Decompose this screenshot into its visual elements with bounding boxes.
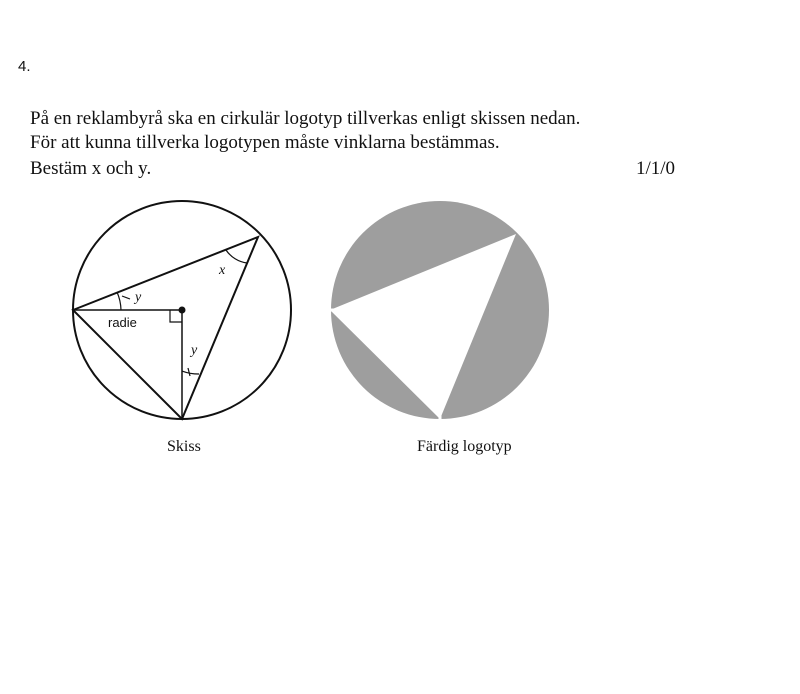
question-number: 4. — [18, 58, 31, 75]
sketch-angle-x-arc — [226, 250, 247, 263]
logo-caption: Färdig logotyp — [417, 438, 512, 455]
question-text-line-2: För att kunna tillverka logotypen måste vinklarna bestämmas. — [30, 132, 500, 153]
sketch-angle-y-left-tick — [122, 296, 130, 299]
sketch-angle-y-bottom-tick — [188, 368, 190, 376]
points-score: 1/1/0 — [636, 158, 676, 179]
sketch-angle-y-bottom-arc — [182, 371, 199, 374]
sketch-figure — [73, 201, 291, 455]
logo-figure — [330, 201, 549, 455]
sketch-caption: Skiss — [167, 438, 201, 455]
question-text-line-3: Bestäm x och y. — [30, 158, 152, 179]
sketch-triangle — [73, 237, 258, 419]
sketch-angle-y-left-arc — [117, 292, 121, 310]
sketch-label-y-bottom: y — [191, 343, 198, 358]
question-text-line-1: På en reklambyrå ska en cirkulär logotyp tillverkas enligt skissen nedan. — [30, 108, 581, 129]
sketch-label-y-left: y — [135, 290, 142, 305]
sketch-center-point — [179, 307, 186, 314]
sketch-label-radius: radie — [108, 315, 137, 330]
sketch-label-x: x — [219, 263, 226, 278]
